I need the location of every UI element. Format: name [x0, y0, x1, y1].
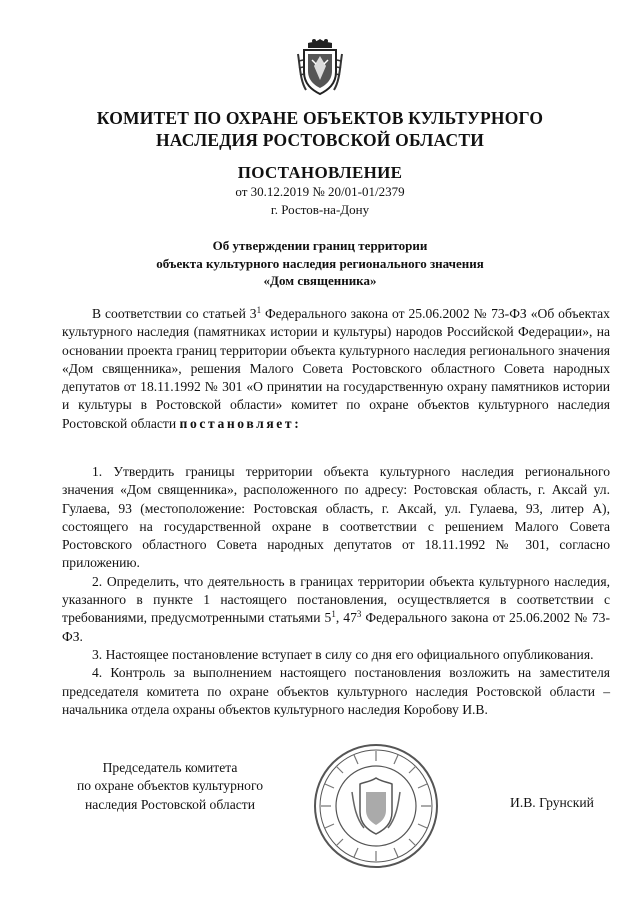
signatory-position-line-3: наследия Ростовской области: [85, 796, 255, 812]
organization-name-line-1: КОМИТЕТ ПО ОХРАНЕ ОБЪЕКТОВ КУЛЬТУРНОГО: [96, 108, 544, 128]
organization-name-line-2: НАСЛЕДИЯ РОСТОВСКОЙ ОБЛАСТИ: [155, 130, 485, 150]
signatory-position: [62, 759, 278, 814]
preamble-text-1: В соответствии со статьей 3: [92, 306, 257, 321]
document-type: ПОСТАНОВЛЕНИЕ: [237, 163, 403, 182]
coat-of-arms-icon: [296, 36, 344, 98]
decree-items: [62, 463, 610, 719]
signatory-position-line-1: Председатель комитета: [102, 760, 238, 775]
signatory-name: И.В. Грунский: [510, 795, 594, 810]
preamble-paragraph: [62, 305, 610, 433]
document-title-line-2: объекта культурного наследия регионального значения: [156, 256, 484, 271]
document-title-line-1: Об утверждении границ территории: [212, 238, 428, 253]
document-date-number: от 30.12.2019 № 20/01-01/2379: [235, 184, 405, 199]
decree-item-2: [62, 573, 610, 646]
item-2-text-3: Федерального закона от 25.06.2002 № 73-ФЗ.: [62, 610, 611, 644]
decree-item-3: 3. Настоящее постановление вступает в силу со дня его официального опубликования.: [92, 646, 594, 662]
item-2-text-2: , 47: [335, 610, 357, 626]
item-2-superscript-1: 1: [331, 609, 336, 620]
preamble: [62, 305, 610, 433]
document-title-line-3: «Дом священника»: [263, 273, 377, 288]
decree-item-4: 4. Контроль за выполнением настоящего постановления возложить на заместителя председателя комитета по охране объектов культурного наследия Ростовской области – начальника отдела охраны объектов культурного наследия Коробову И.В.: [62, 665, 610, 717]
official-seal-icon: [312, 742, 440, 870]
preamble-text-2: Федерального закона от 25.06.2002 № 73-ФЗ «Об объектах культурного наследия (памятниках истории и культуры) народов Российской Федерации», на основании проекта границ территории объекта культурного наследия регионального значения «Дом священника», решения Малого Совета Ростовского областного Совета народных депутатов от 18.11.1992 № 301 «О принятии на государственную охрану памятников истории и культуры в Ростовской области» комитет по охране объектов культурного наследия Ростовской области: [62, 306, 610, 431]
decree-item-1: 1. Утвердить границы территории объекта культурного наследия регионального значения «Дом священника», расположенного по адресу: Ростовская область, г. Аксай ул. Гулаева, 93 (местоположение: Ростовская область, г. Аксай, ул. Гулаева, 93, литер А), состоящего на государственной охране в соответствии с решением Малого Совета Ростовского областного Совета народных депутатов от 18.11.1992 № 301, согласно приложению.: [62, 464, 610, 571]
decree-word: постановляет:: [179, 415, 302, 431]
preamble-superscript: 1: [256, 305, 262, 315]
item-2-superscript-2: 3: [356, 609, 362, 620]
document-city: г. Ростов-на-Дону: [270, 202, 370, 217]
item-2-text-1: 2. Определить, что деятельность в границах территории объекта культурного наследия, указанного в пункте 1 настоящего постановления, осуществляется в соответствии с требованиями, предусмотренными статьями 5: [62, 573, 610, 626]
signatory-position-line-2: по охране объектов культурного: [76, 778, 264, 794]
